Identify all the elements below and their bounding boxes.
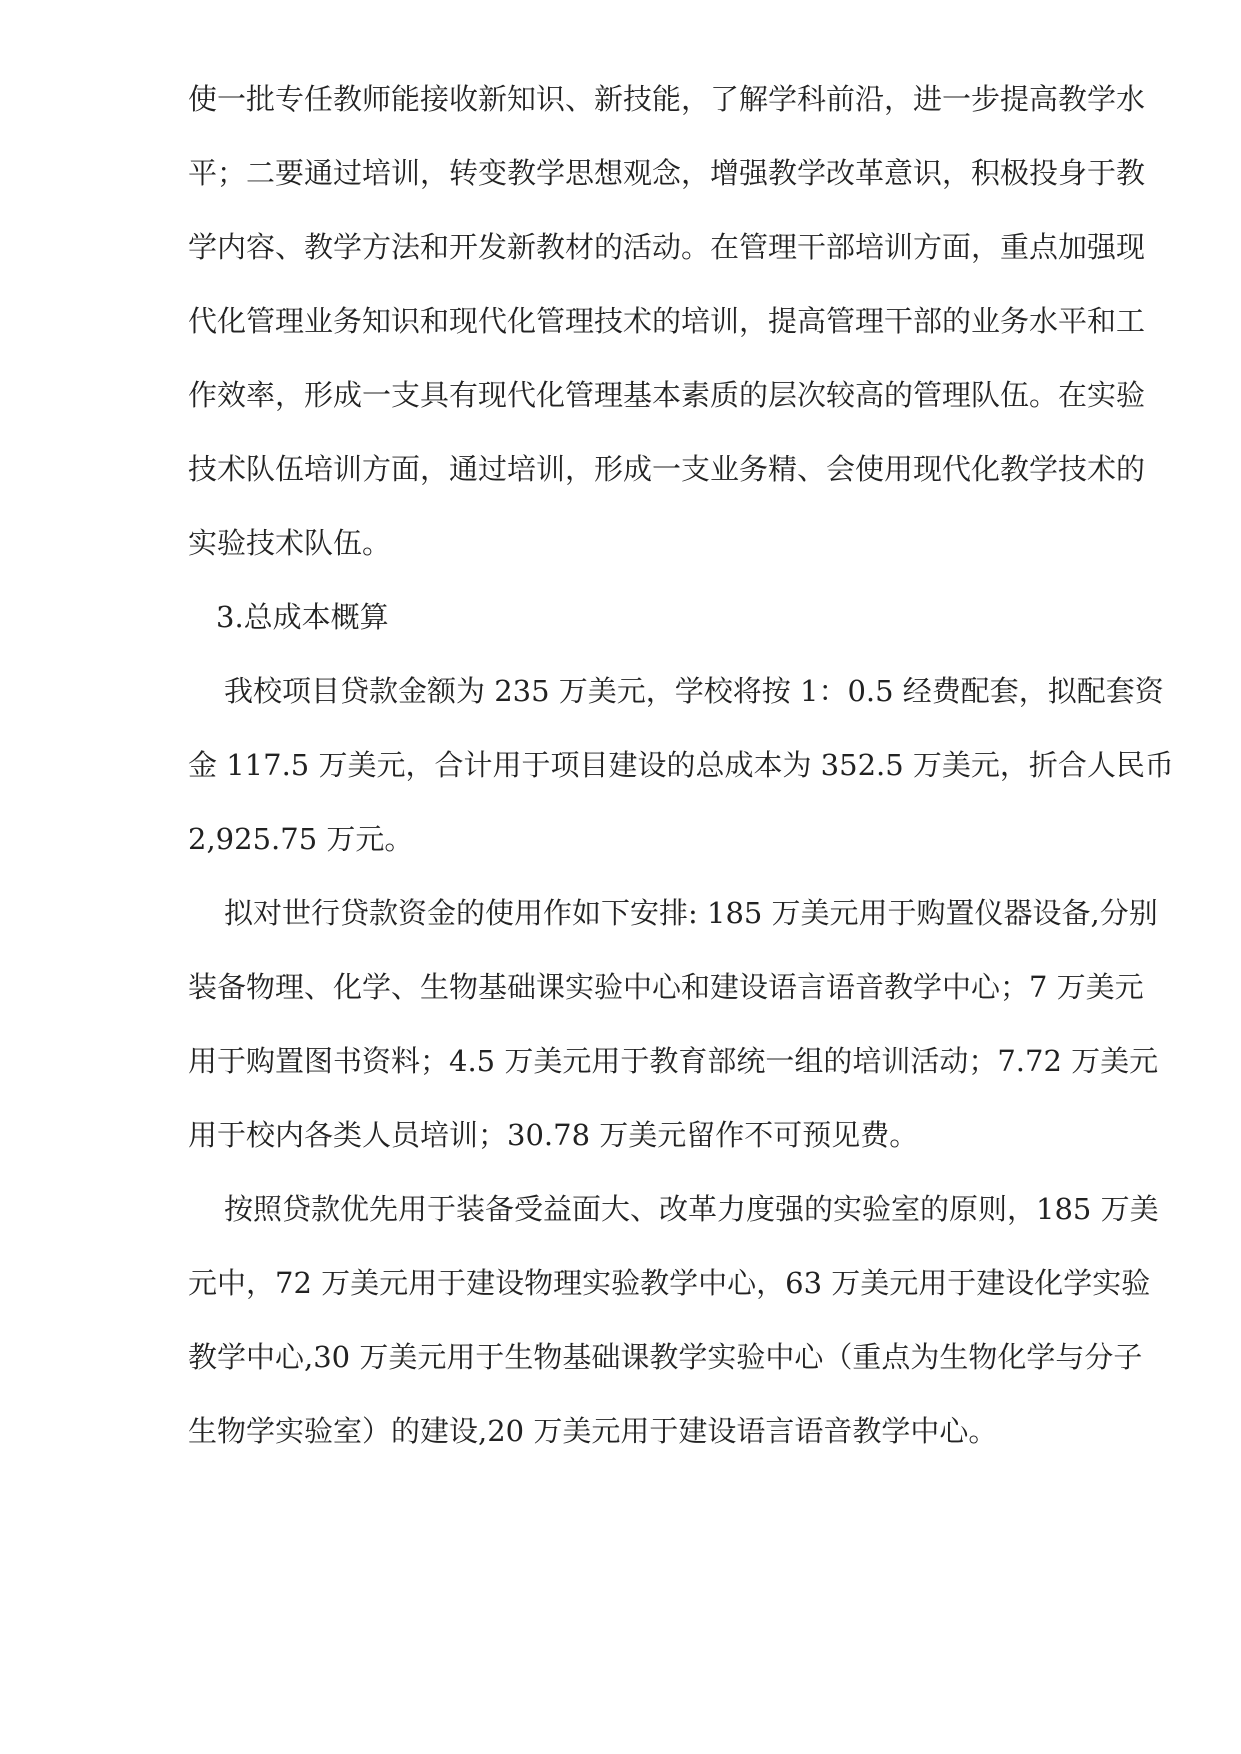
text-line: 用于购置图书资料；4.5 万美元用于教育部统一组的培训活动；7.72 万美元 [188,1044,1159,1078]
text-line: 生物学实验室）的建设,20 万美元用于建设语言语音教学中心。 [188,1414,998,1448]
text-line: 我校项目贷款金额为 235 万美元，学校将按 1：0.5 经费配套，拟配套资 [224,674,1164,708]
text-line: 按照贷款优先用于装备受益面大、改革力度强的实验室的原则，185 万美 [224,1192,1159,1226]
paragraph-loan-allocation [188,876,1159,1172]
paragraph-total-cost [188,654,1174,876]
text-line: 学内容、教学方法和开发新教材的活动。在管理干部培训方面，重点加强现 [188,230,1146,264]
section-heading [188,580,1148,654]
text-line: 2,925.75 万元。 [188,822,414,856]
text-line: 元中，72 万美元用于建设物理实验教学中心，63 万美元用于建设化学实验 [188,1266,1151,1300]
text-line: 用于校内各类人员培训；30.78 万美元留作不可预见费。 [188,1118,919,1152]
text-line: 作效率，形成一支具有现代化管理基本素质的层次较高的管理队伍。在实验 [188,378,1146,412]
text-line: 金 117.5 万美元，合计用于项目建设的总成本为 352.5 万美元，折合人民币 [188,748,1174,782]
text-line: 装备物理、化学、生物基础课实验中心和建设语言语音教学中心；7 万美元 [188,970,1144,1004]
text-line: 教学中心,30 万美元用于生物基础课教学实验中心（重点为生物化学与分子 [188,1340,1143,1374]
paragraph-equipment-allocation [188,1172,1159,1468]
paragraph-training-continued [188,62,1148,580]
text-line: 技术队伍培训方面，通过培训，形成一支业务精、会使用现代化教学技术的 [188,452,1146,486]
document-body [188,62,1174,1468]
text-line: 拟对世行贷款资金的使用作如下安排: 185 万美元用于购置仪器设备,分别 [224,896,1158,930]
section-heading-text: 3.总成本概算 [216,600,389,634]
text-line: 实验技术队伍。 [188,526,392,560]
text-line: 代化管理业务知识和现代化管理技术的培训，提高管理干部的业务水平和工 [188,304,1146,338]
text-line: 使一批专任教师能接收新知识、新技能，了解学科前沿，进一步提高教学水 [188,82,1146,116]
text-line: 平；二要通过培训，转变教学思想观念，增强教学改革意识，积极投身于教 [188,156,1146,190]
